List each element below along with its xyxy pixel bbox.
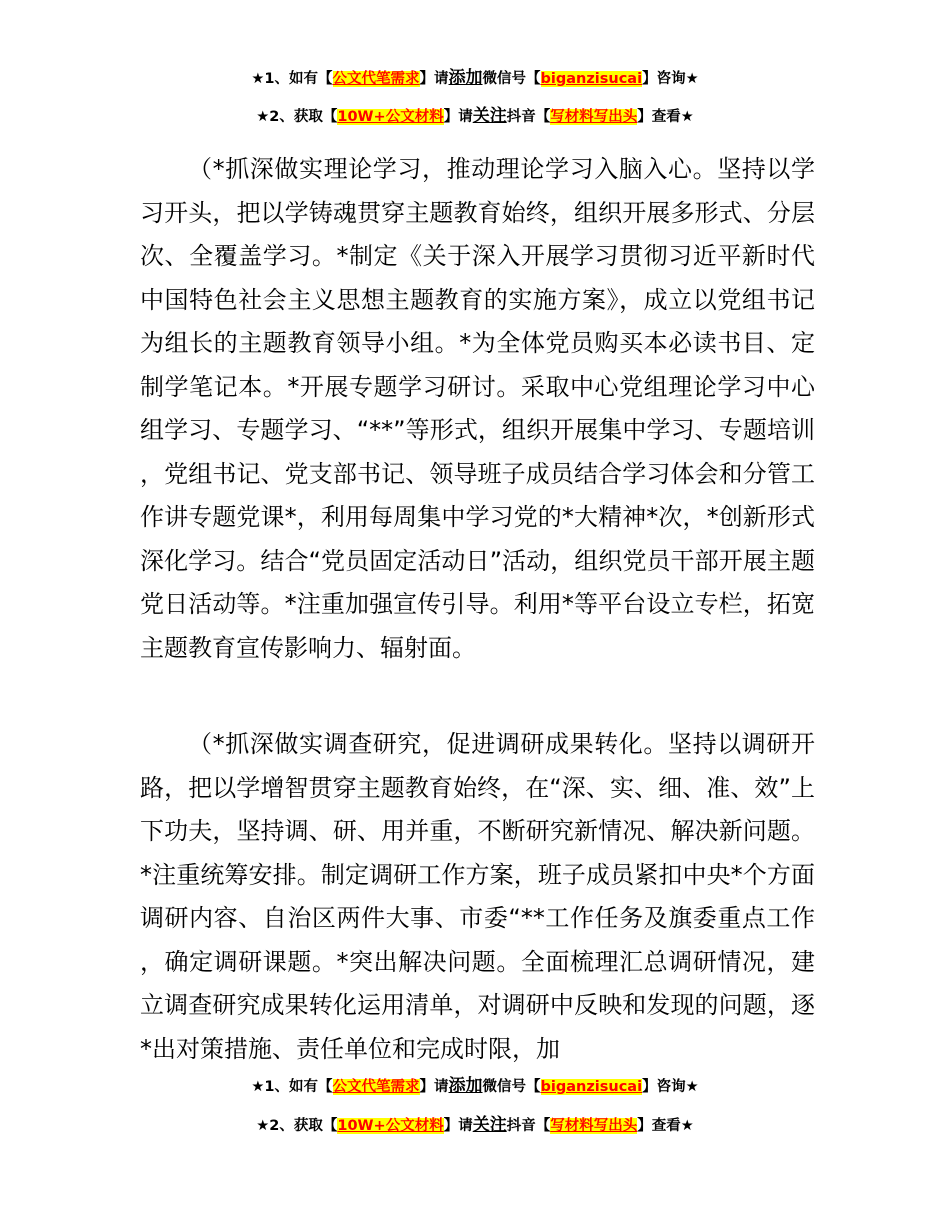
header-ad-line-2 [0, 106, 950, 127]
header-line2-prefix: ★2、获取【 [256, 109, 338, 125]
header-ad-line-1 [0, 68, 950, 89]
footer-line2-highlight-materials: 10W+公文材料 [337, 1118, 444, 1134]
header-line1-mid2: 微信号【 [482, 71, 541, 87]
footer-line1-emph: 添加 [448, 1076, 483, 1096]
footer-line1-prefix: ★1、如有【 [251, 1079, 333, 1095]
footer-line2-prefix: ★2、获取【 [256, 1118, 338, 1134]
header-line1-highlight-service: 公文代笔需求 [332, 71, 420, 87]
header-line1-highlight-wechat: biganzisucai [540, 71, 643, 87]
footer-ad-line-2 [0, 1115, 950, 1136]
footer-line2-suffix: 】查看★ [637, 1118, 694, 1134]
footer-line2-mid2: 抖音【 [506, 1118, 551, 1134]
header-line1-suffix: 】咨询★ [642, 71, 699, 87]
header-line2-suffix: 】查看★ [637, 109, 694, 125]
header-line2-highlight-materials: 10W+公文材料 [337, 109, 444, 125]
footer-line1-mid1: 】请 [419, 1079, 449, 1095]
header-line1-mid1: 】请 [419, 71, 449, 87]
header-line2-mid2: 抖音【 [506, 109, 551, 125]
footer-ad-line-1 [0, 1076, 950, 1097]
header-line2-highlight-douyin: 写材料写出头 [550, 109, 638, 125]
body-paragraph-1: （*抓深做实理论学习，推动理论学习入脑入心。坚持以学习开头，把以学铸魂贯穿主题教育始终，组织开展多形式、分层次、全覆盖学习。*制定《关于深入开展学习贯彻习近平新时代中国特色社会主义思想主题教育的实施方案》，成立以党组书记为组长的主题教育领导小组。*为全体党员购买本必读书目、定制学笔记本。*开展专题学习研讨。采取中心党组理论学习中心组学习、专题学习、“**”等形式，组织开展集中学习、专题培训，党组书记、党支部书记、领导班子成员结合学习体会和分管工作讲专题党课*，利用每周集中学习党的*大精神*次，*创新形式深化学习。结合“党员固定活动日”活动，组织党员干部开展主题党日活动等。*注重加强宣传引导。利用*等平台设立专栏，拓宽主题教育宣传影响力、辐射面。 [140, 155, 815, 662]
body-paragraph-2: （*抓深做实调查研究，促进调研成果转化。坚持以调研开路，把以学增智贯穿主题教育始终，在“深、实、细、准、效”上下功夫，坚持调、研、用并重，不断研究新情况、解决新问题。*注重统筹安排。制定调研工作方案，班子成员紧扣中央*个方面调研内容、自治区两件大事、市委“**工作任务及旗委重点工作，确定调研课题。*突出解决问题。全面梳理汇总调研情况，建立调查研究成果转化运用清单，对调研中反映和发现的问题，逐*出对策措施、责任单位和完成时限，加 [140, 730, 815, 1063]
header-line1-emph: 添加 [448, 68, 483, 88]
footer-line2-highlight-douyin: 写材料写出头 [550, 1118, 638, 1134]
header-line1-prefix: ★1、如有【 [251, 71, 333, 87]
header-line2-emph: 关注 [472, 106, 507, 126]
footer-line1-highlight-wechat: biganzisucai [540, 1079, 643, 1095]
footer-line2-emph: 关注 [472, 1115, 507, 1135]
footer-line2-mid1: 】请 [443, 1118, 473, 1134]
footer-line1-mid2: 微信号【 [482, 1079, 541, 1095]
footer-line1-highlight-service: 公文代笔需求 [332, 1079, 420, 1095]
footer-line1-suffix: 】咨询★ [642, 1079, 699, 1095]
header-line2-mid1: 】请 [443, 109, 473, 125]
